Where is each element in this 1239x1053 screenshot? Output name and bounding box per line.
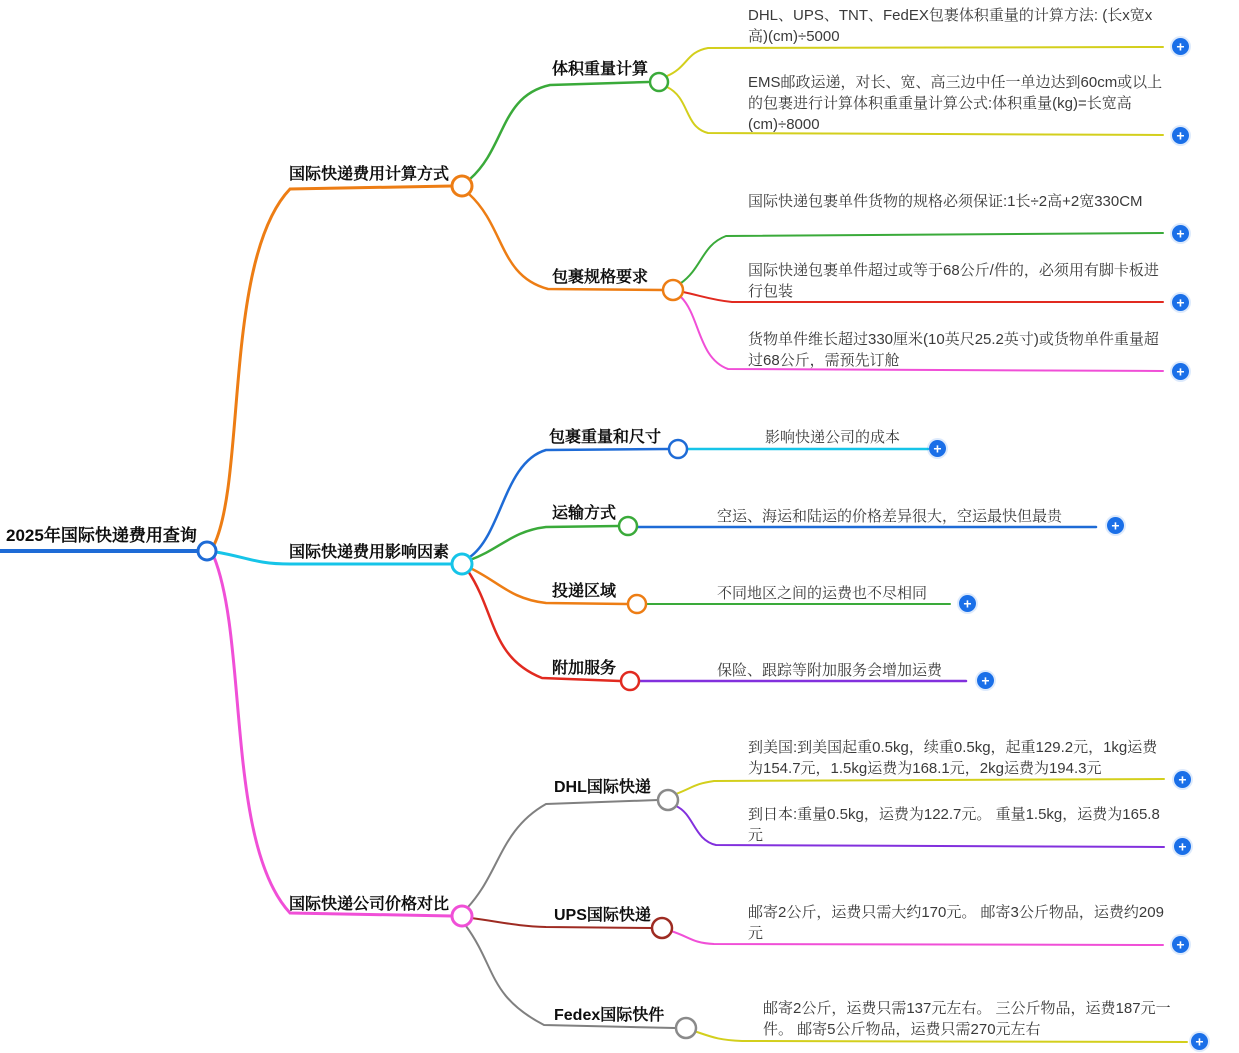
leaf-factor-cost[interactable]: 影响快递公司的成本: [765, 429, 901, 446]
plus-glyph: +: [933, 440, 942, 456]
expand-icon[interactable]: [1174, 771, 1191, 788]
expand-icon[interactable]: [1191, 1033, 1208, 1050]
plus-glyph: +: [981, 672, 990, 688]
root-topic-label[interactable]: 2025年国际快递费用查询: [6, 526, 197, 545]
expand-icon[interactable]: [1174, 838, 1191, 855]
plus-glyph: +: [1176, 38, 1185, 54]
plus-glyph: +: [1176, 363, 1185, 379]
leaf-spec-size-limit[interactable]: 国际快递包裹单件货物的规格必须保证:1长÷2高+2宽330CM: [748, 193, 1143, 210]
leaf-fedex-price[interactable]: 邮寄2公斤，运费只需137元左右。 三公斤物品，运费187元一件。 邮寄5公斤物品，运费只需270元左右: [763, 1000, 1171, 1038]
node-extra-services-label[interactable]: 附加服务: [552, 660, 617, 677]
branch-calc-method-label[interactable]: 国际快递费用计算方式: [289, 166, 450, 183]
plus-glyph: +: [1176, 225, 1185, 241]
plus-glyph: +: [963, 595, 972, 611]
expand-icon[interactable]: [929, 440, 946, 457]
node-transport-mode-label[interactable]: 运输方式: [552, 505, 617, 522]
leaf-factor-services[interactable]: 保险、跟踪等附加服务会增加运费: [717, 662, 943, 679]
leaf-ups-price[interactable]: 邮寄2公斤，运费只需大约170元。 邮寄3公斤物品，运费约209元: [748, 904, 1164, 942]
leaf-dhl-japan-price[interactable]: 到日本:重量0.5kg，运费为122.7元。 重量1.5kg，运费为165.8元: [748, 806, 1160, 844]
expand-icon[interactable]: [1172, 294, 1189, 311]
node-weight-size-label[interactable]: 包裹重量和尺寸: [549, 429, 662, 446]
plus-glyph: +: [1176, 294, 1185, 310]
leaf-factor-transport[interactable]: 空运、海运和陆运的价格差异很大，空运最快但最贵: [717, 508, 1063, 525]
expand-icon[interactable]: [1172, 225, 1189, 242]
leaf-factor-region[interactable]: 不同地区之间的运费也不尽相同: [717, 585, 928, 602]
node-volume-weight-label[interactable]: 体积重量计算: [552, 61, 649, 78]
expand-icon[interactable]: [1172, 363, 1189, 380]
expand-icon[interactable]: [959, 595, 976, 612]
leaf-dhl-usa-price[interactable]: 到美国:到美国起重0.5kg，续重0.5kg，起重129.2元，1kg运费为154.7元，1.5kg运费为168.1元，2kg运费为194.3元: [748, 739, 1158, 777]
expand-icon[interactable]: [1172, 936, 1189, 953]
node-parcel-spec-label[interactable]: 包裹规格要求: [552, 269, 649, 286]
leaf-spec-pallet-rule[interactable]: 国际快递包裹单件超过或等于68公斤/件的，必须用有脚卡板进行包装: [748, 262, 1159, 300]
leaf-volume-ems-formula[interactable]: EMS邮政运递，对长、宽、高三边中任一单边达到60cm或以上的包裹进行计算体积重重量计算公式:体积重量(kg)=长宽高(cm)÷8000: [748, 74, 1163, 133]
leaf-volume-dhl-formula[interactable]: DHL、UPS、TNT、FedEX包裹体积重量的计算方法: (长x宽x高)(cm)÷5000: [748, 7, 1153, 45]
expand-icon[interactable]: [1172, 127, 1189, 144]
plus-glyph: +: [1111, 517, 1120, 533]
node-ups-label[interactable]: UPS国际快递: [554, 907, 651, 924]
expand-icon[interactable]: [1172, 38, 1189, 55]
branch-cost-factors-label[interactable]: 国际快递费用影响因素: [289, 544, 450, 561]
plus-glyph: +: [1195, 1033, 1204, 1049]
plus-glyph: +: [1178, 838, 1187, 854]
node-dhl-label[interactable]: DHL国际快递: [554, 779, 651, 796]
expand-icon[interactable]: [977, 672, 994, 689]
leaf-spec-booking-rule[interactable]: 货物单件维长超过330厘米(10英尺25.2英寸)或货物单件重量超过68公斤，需预先订舱: [748, 331, 1159, 369]
branch-price-compare-label[interactable]: 国际快递公司价格对比: [289, 896, 450, 913]
node-fedex-label[interactable]: Fedex国际快件: [554, 1007, 665, 1024]
plus-glyph: +: [1176, 936, 1185, 952]
expand-icon[interactable]: [1107, 517, 1124, 534]
node-delivery-area-label[interactable]: 投递区域: [552, 583, 617, 600]
plus-glyph: +: [1178, 771, 1187, 787]
plus-glyph: +: [1176, 127, 1185, 143]
